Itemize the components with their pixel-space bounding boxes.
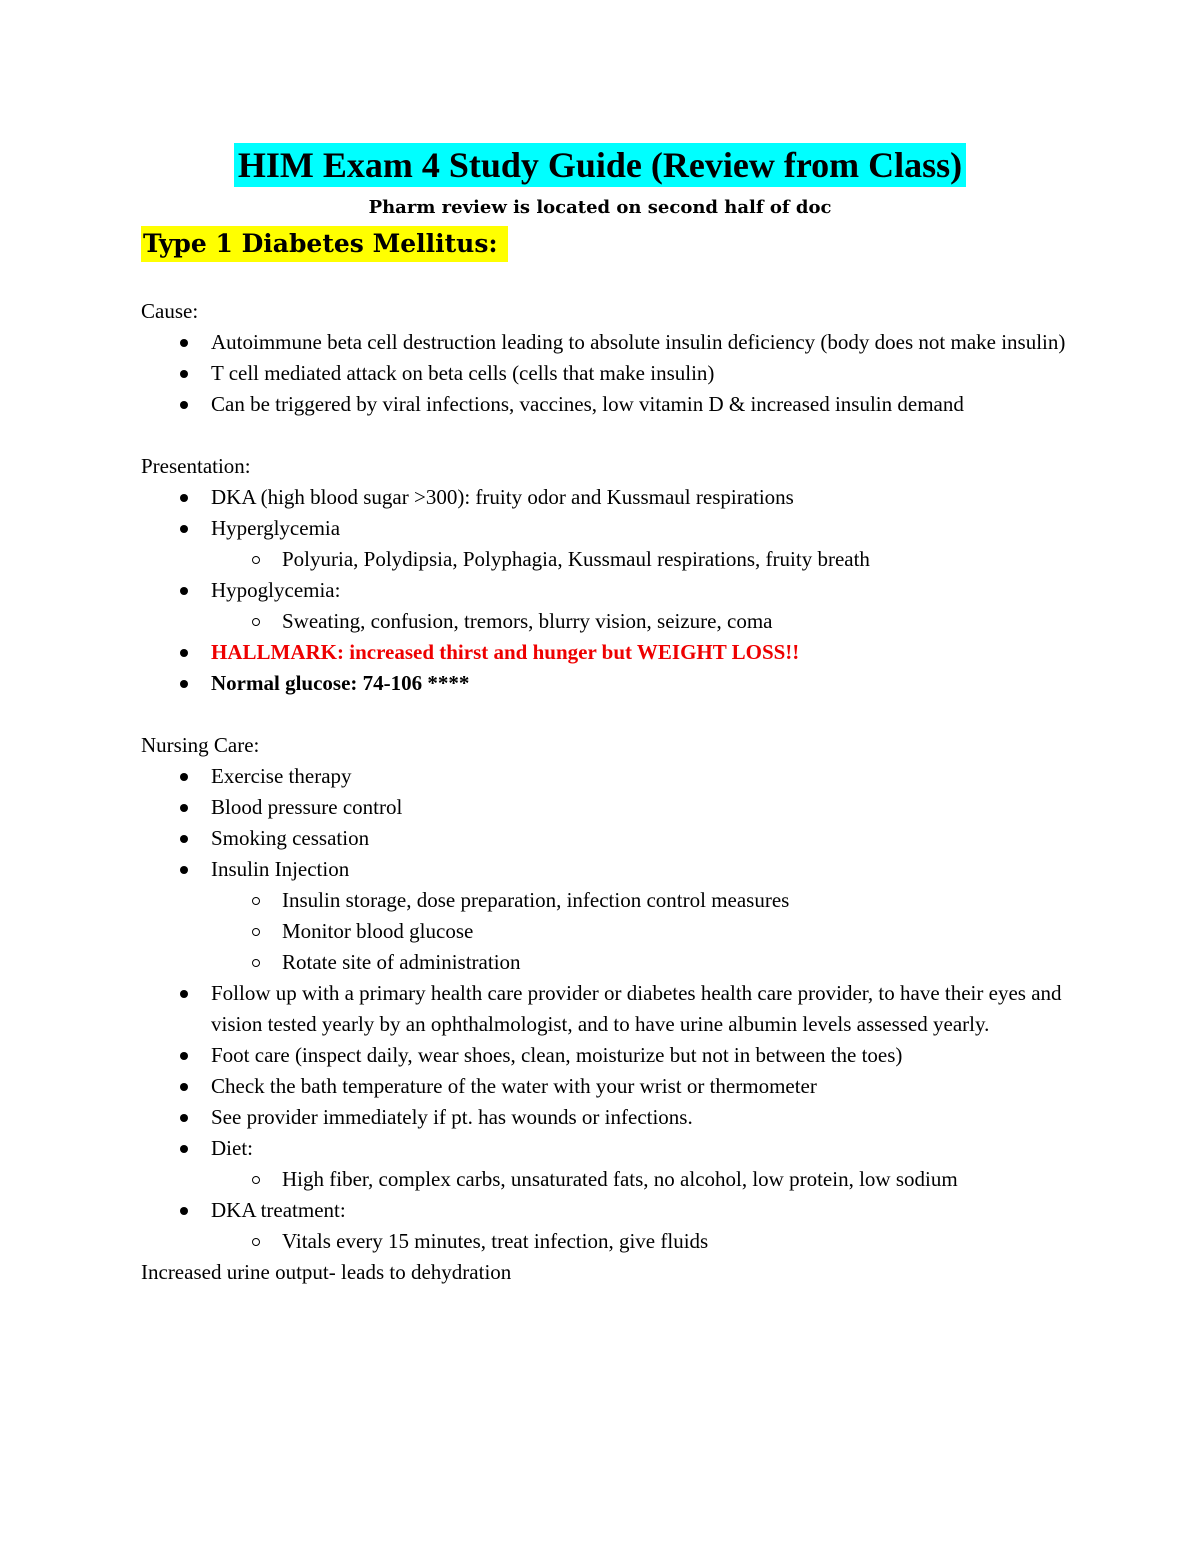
sub-list-item: Monitor blood glucose bbox=[141, 916, 1101, 947]
presentation-label: Presentation: bbox=[141, 454, 251, 478]
list-item: T cell mediated attack on beta cells (cells that make insulin) bbox=[141, 358, 1101, 389]
sub-list-item: Insulin storage, dose preparation, infection control measures bbox=[141, 885, 1101, 916]
cause-list bbox=[141, 327, 1101, 420]
list-item: Can be triggered by viral infections, vaccines, low vitamin D & increased insulin demand bbox=[141, 389, 1101, 420]
normal-glucose-item: Normal glucose: 74-106 **** bbox=[141, 668, 1101, 699]
paragraph-gap bbox=[141, 420, 1101, 451]
list-item: Foot care (inspect daily, wear shoes, clean, moisturize but not in between the toes) bbox=[141, 1040, 1101, 1071]
list-item: Hyperglycemia bbox=[141, 513, 1101, 544]
sub-list-item: Rotate site of administration bbox=[141, 947, 1101, 978]
sub-list-item: Sweating, confusion, tremors, blurry vision, seizure, coma bbox=[141, 606, 1101, 637]
footer-line: Increased urine output- leads to dehydration bbox=[141, 1260, 512, 1284]
paragraph-gap bbox=[141, 699, 1101, 730]
document-title: HIM Exam 4 Study Guide (Review from Class) bbox=[234, 143, 966, 187]
nursing-care-label: Nursing Care: bbox=[141, 733, 260, 757]
list-item: Diet: bbox=[141, 1133, 1101, 1164]
list-item: Smoking cessation bbox=[141, 823, 1101, 854]
cause-label: Cause: bbox=[141, 299, 199, 323]
list-item: Autoimmune beta cell destruction leading to absolute insulin deficiency (body does not make insulin) bbox=[141, 327, 1101, 358]
hallmark-item: HALLMARK: increased thirst and hunger but WEIGHT LOSS!! bbox=[141, 637, 1101, 668]
list-item: Exercise therapy bbox=[141, 761, 1101, 792]
section-heading: Type 1 Diabetes Mellitus: bbox=[141, 226, 508, 262]
sub-list-item: Vitals every 15 minutes, treat infection, give fluids bbox=[141, 1226, 1101, 1257]
sub-list-item: Polyuria, Polydipsia, Polyphagia, Kussmaul respirations, fruity breath bbox=[141, 544, 1101, 575]
list-item: Follow up with a primary health care provider or diabetes health care provider, to have their eyes and vision tested yearly by an ophthalmologist, and to have urine albumin levels assessed yearly. bbox=[141, 978, 1101, 1040]
list-item: DKA (high blood sugar >300): fruity odor and Kussmaul respirations bbox=[141, 482, 1101, 513]
title-container bbox=[0, 143, 1200, 187]
list-item: Hypoglycemia: bbox=[141, 575, 1101, 606]
document-subtitle: Pharm review is located on second half of doc bbox=[368, 197, 832, 218]
list-item: See provider immediately if pt. has wounds or infections. bbox=[141, 1102, 1101, 1133]
sub-list-item: High fiber, complex carbs, unsaturated fats, no alcohol, low protein, low sodium bbox=[141, 1164, 1101, 1195]
presentation-list bbox=[141, 482, 1101, 699]
list-item: DKA treatment: bbox=[141, 1195, 1101, 1226]
nursing-care-list bbox=[141, 761, 1101, 1257]
document-body bbox=[141, 296, 1101, 1288]
list-item: Blood pressure control bbox=[141, 792, 1101, 823]
list-item: Check the bath temperature of the water with your wrist or thermometer bbox=[141, 1071, 1101, 1102]
list-item: Insulin Injection bbox=[141, 854, 1101, 885]
